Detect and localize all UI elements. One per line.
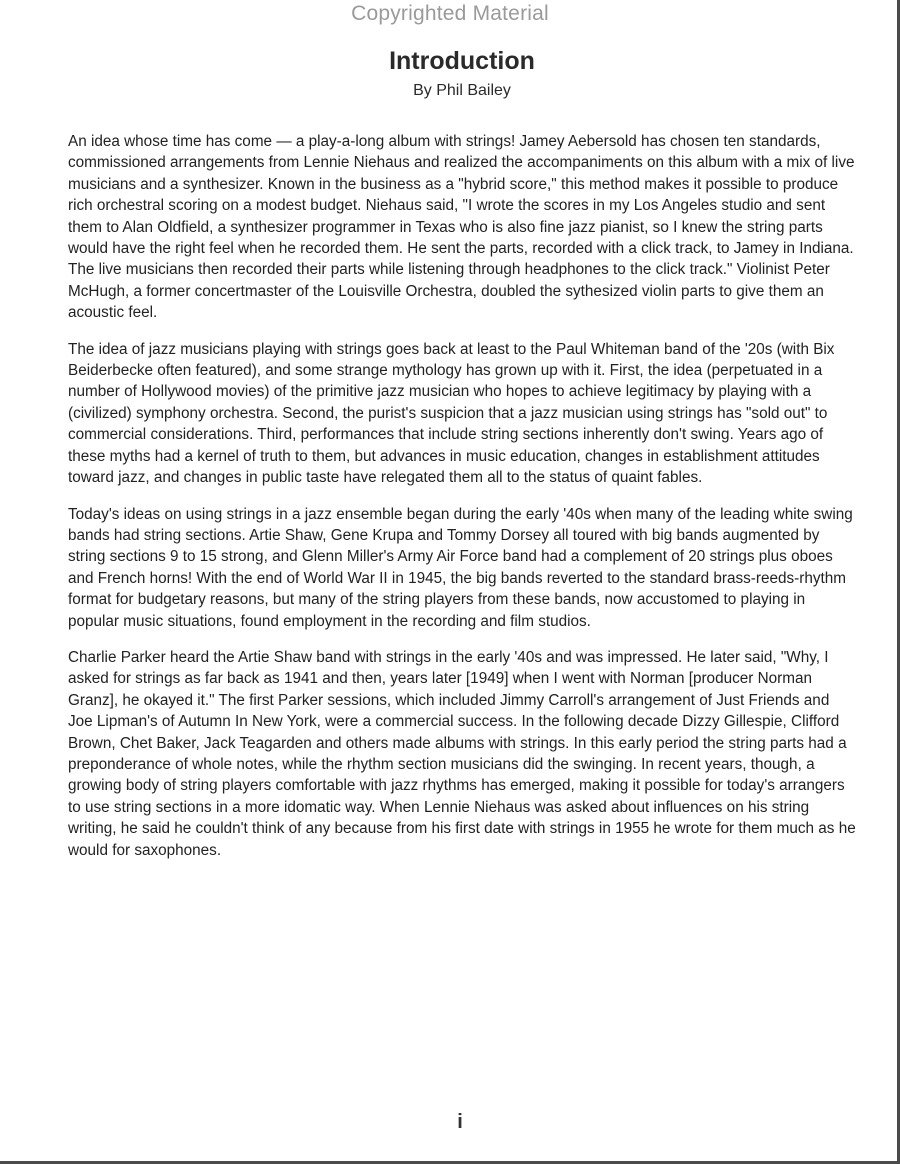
page-title: Introduction (389, 47, 535, 75)
page-number: i (457, 1111, 463, 1133)
copyright-watermark: Copyrighted Material (351, 2, 549, 25)
paragraph: Today's ideas on using strings in a jazz ensemble began during the early '40s when many of the leading white swing bands had string sections. Artie Shaw, Gene Krupa and Tommy Dorsey all toured with big bands augmented by string sections 9 to 15 strong, and Glenn Miller's Army Air Force band had a complement of 20 strings plus oboes and French horns! With the end of World War II in 1945, the big bands reverted to the standard brass-reeds-rhythm format for budgetary reasons, but many of the string players from these bands, now accustomed to playing in popular music situations, found employment in the recording and film studios. (68, 505, 853, 630)
paragraph: The idea of jazz musicians playing with strings goes back at least to the Paul Whiteman band of the '20s (with Bix Beiderbecke often featured), and some strange mythology has grown up with it. First, the idea (perpetuated in a number of Hollywood movies) of the primitive jazz musician who hopes to achieve legitimacy by playing with a (civilized) symphony orchestra. Second, the purist's suspicion that a jazz musician using strings has "sold out" to commercial considerations. Third, performances that include string sections inherently don't swing. Years ago of these myths had a kernel of truth to them, but advances in music education, changes in establishment attitudes toward jazz, and changes in public taste have relegated them all to the status of quaint fables. (68, 340, 835, 487)
paragraph: Charlie Parker heard the Artie Shaw band with strings in the early '40s and was impressed. He later said, "Why, I asked for strings as far back as 1941 and then, years later [1949] when I went with Norman [producer Norman Granz], he okayed it." The first Parker sessions, which included Jimmy Carroll's arrangement of Just Friends and Joe Lipman's of Autumn In New York, were a commercial success. In the following decade Dizzy Gillespie, Clifford Brown, Chet Baker, Jack Teagarden and others made albums with strings. In this early period the string parts had a preponderance of whole notes, while the rhythm section musicians did the swinging. In recent years, though, a growing body of string players comfortable with jazz rhythms has emerged, making it possible for today's arrangers to use string sections in a more idomatic way. When Lennie Niehaus was asked about influences on his string writing, he said he couldn't think of any because from his first date with strings in 1955 he wrote for them much as he would for saxophones. (68, 648, 856, 859)
paragraph: An idea whose time has come — a play-a-long album with strings! Jamey Aebersold has chosen ten standards, commissioned arrangements from Lennie Niehaus and realized the accompaniments on this album with a mix of live musicians and a synthesizer. Known in the business as a "hybrid score," this method makes it possible to produce rich orchestral scoring on a modest budget. Niehaus said, "I wrote the scores in my Los Angeles studio and sent them to Alan Oldfield, a synthesizer programmer in Texas who is also fine jazz pianist, so I knew the string parts would have the right feel when he recorded them. He sent the parts, recorded with a click track, to Jamey in Indiana. The live musicians then recorded their parts while listening through headphones to the click track." Violinist Peter McHugh, a former concertmaster of the Louisville Orchestra, doubled the sythesized violin parts to give them an acoustic feel. (68, 133, 855, 322)
author-byline: By Phil Bailey (413, 82, 511, 99)
body-text (68, 131, 858, 876)
